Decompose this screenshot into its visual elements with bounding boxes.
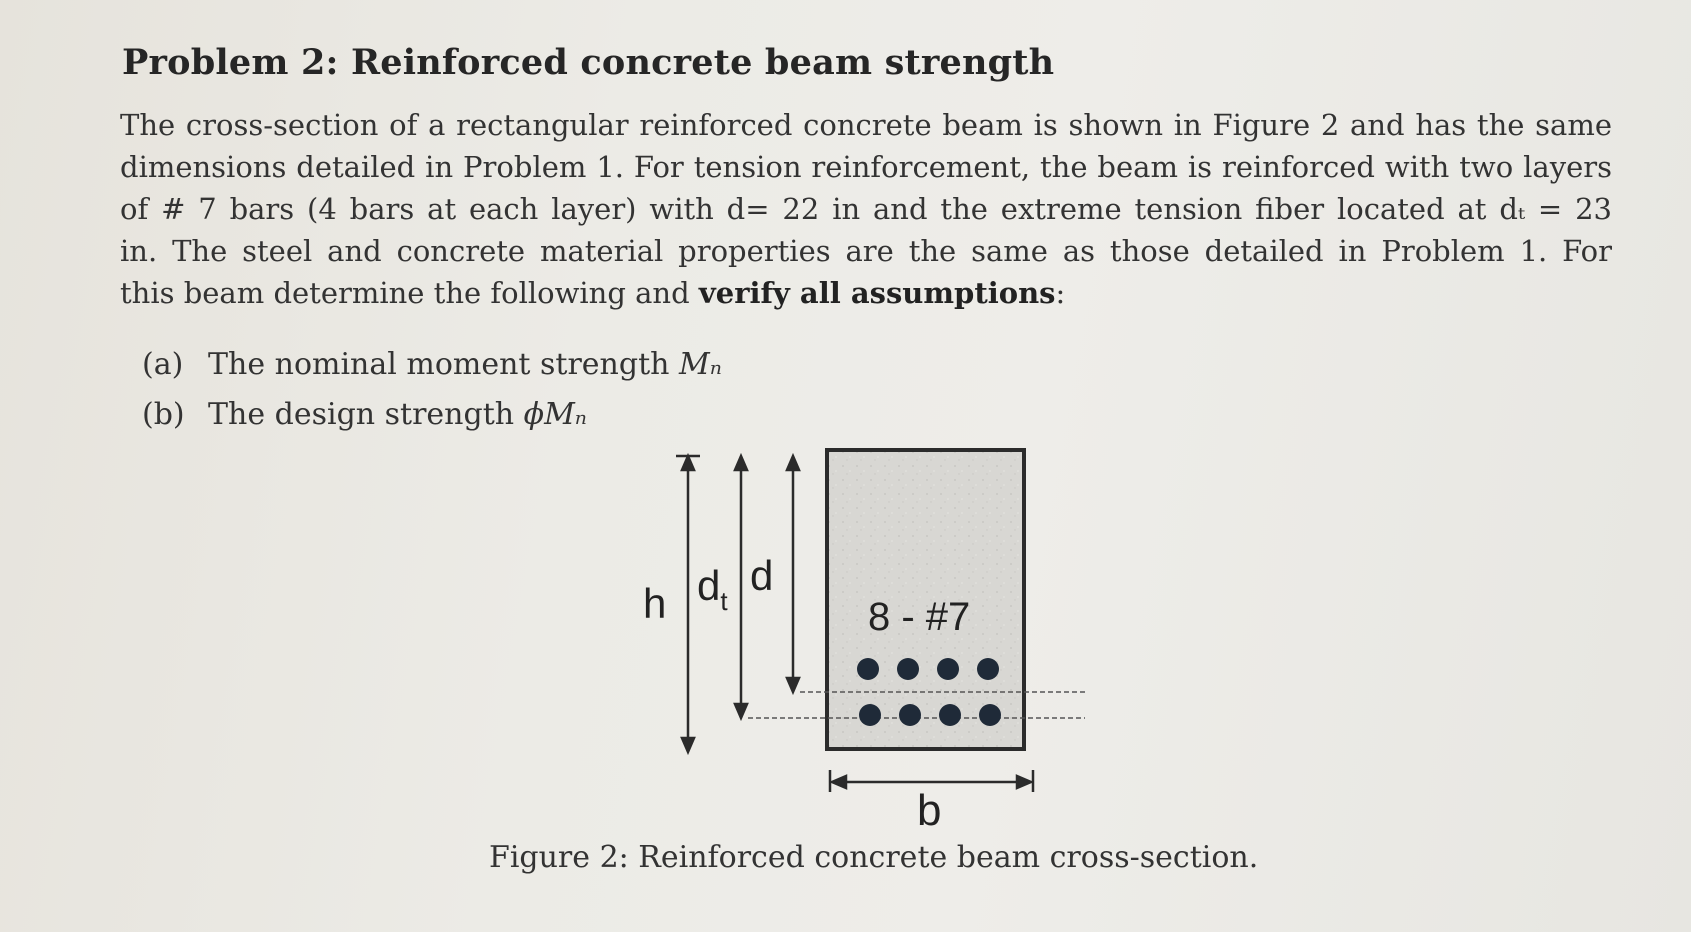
dimension-d: [787, 456, 799, 692]
rebar-bar: [897, 658, 919, 680]
label-bar-count: 8 - #7: [868, 595, 971, 639]
label-dt-main: d: [697, 562, 721, 609]
statement-line-5-end: :: [1055, 276, 1066, 310]
rebar-bar: [937, 658, 959, 680]
statement-line-5-text: this beam determine the following and: [120, 276, 699, 310]
problem-title: Problem 2: Reinforced concrete beam strength: [122, 42, 1055, 83]
task-text-a: The nominal moment strength: [208, 347, 679, 382]
rebar-bar: [899, 704, 921, 726]
label-dt: [697, 562, 728, 616]
task-symbol-b: ϕMₙ: [523, 397, 587, 432]
rebar-bar: [857, 658, 879, 680]
label-d: d: [750, 552, 774, 599]
statement-line-2: dimensions detailed in Problem 1. For tension reinforcement, the beam is reinforced with two layers: [120, 150, 1612, 184]
rebar-bar: [939, 704, 961, 726]
dimension-dt: [735, 456, 747, 718]
rebar-bar: [979, 704, 1001, 726]
statement-line-3: of # 7 bars (4 bars at each layer) with d= 22 in and the extreme tension fiber located at dₜ = 23: [120, 192, 1612, 226]
label-b: b: [917, 786, 942, 835]
statement-line-4: in. The steel and concrete material properties are the same as those detailed in Problem 1. For: [120, 234, 1612, 268]
verify-assumptions-emphasis: verify all assumptions: [698, 276, 1056, 310]
figure-caption: Figure 2: Reinforced concrete beam cross-section.: [489, 840, 1259, 875]
task-marker-b: (b): [142, 397, 185, 432]
label-dt-subscript: t: [720, 586, 728, 616]
task-text-b: The design strength: [208, 397, 524, 432]
label-h: h: [643, 580, 667, 627]
rebar-bar: [859, 704, 881, 726]
statement-line-1: The cross-section of a rectangular reinforced concrete beam is shown in Figure 2 and has the same: [120, 108, 1612, 142]
task-marker-a: (a): [142, 347, 184, 382]
rebar-bar: [977, 658, 999, 680]
task-symbol-a: Mₙ: [679, 347, 722, 382]
